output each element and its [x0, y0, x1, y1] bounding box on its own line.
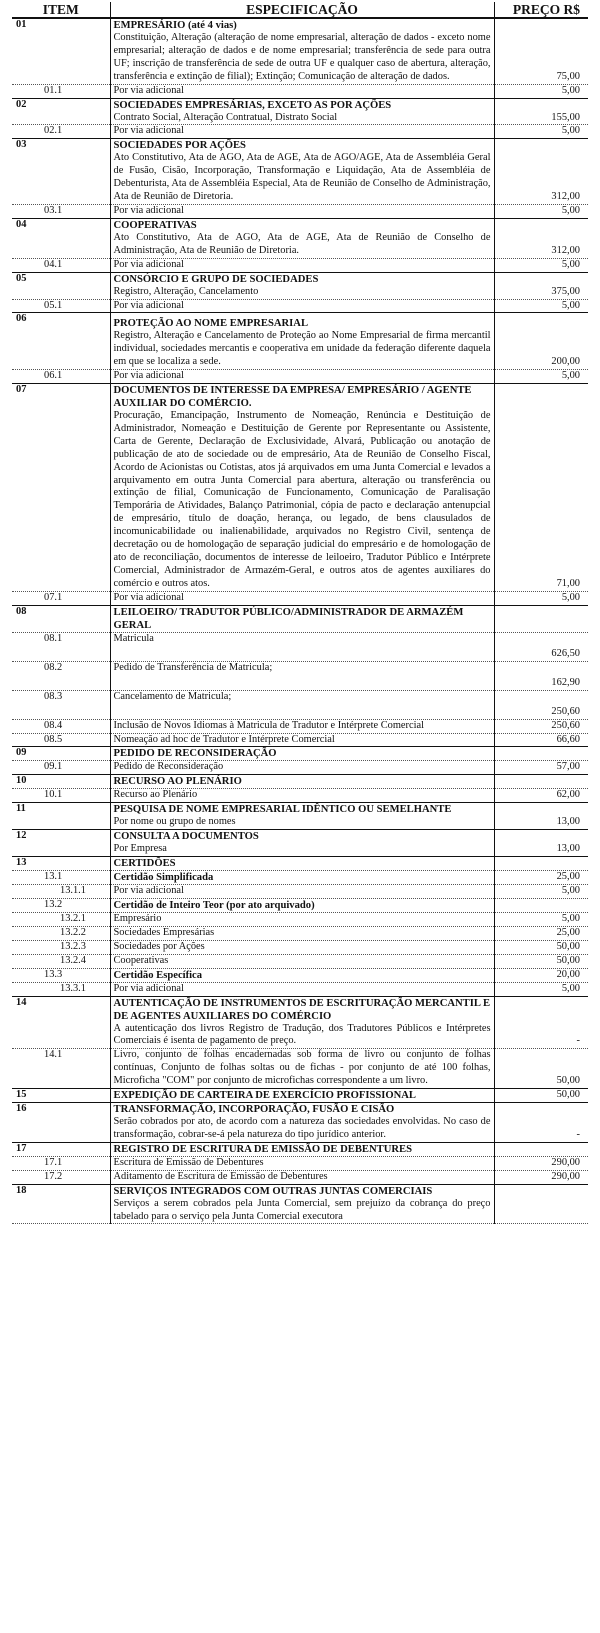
row-specification: [110, 632, 494, 661]
table-row: [12, 747, 588, 761]
row-specification: [110, 1156, 494, 1170]
row-specification: [110, 1049, 494, 1089]
row-item-number: 17.2: [12, 1170, 110, 1184]
row-description: Inclusão de Novos Idiomas à Matricula de Tradutor e Intérprete Comercial: [113, 719, 424, 731]
row-item-number: 13.2.2: [12, 926, 110, 940]
table-row: [12, 384, 588, 592]
row-item-number: 04: [12, 218, 110, 258]
row-description: Por via adicional: [113, 125, 184, 137]
row-specification: [110, 1089, 494, 1103]
row-title: PEDIDO DE RECONSIDERAÇÃO: [113, 748, 277, 760]
row-price: 5,00: [494, 370, 588, 384]
row-specification: [110, 926, 494, 940]
table-row: [12, 898, 588, 912]
row-specification: [110, 733, 494, 747]
row-price: 375,00: [494, 272, 588, 299]
row-specification: [110, 218, 494, 258]
row-description: Ato Constitutivo, Ata de AGO, Ata de AGE, Ata de Reunião de Conselho de Administração, Ata de Reunião de Diretoria.: [113, 231, 491, 256]
row-specification: [110, 84, 494, 98]
row-title: REGISTRO DE ESCRITURA DE EMISSÃO DE DEBENTURES: [113, 1143, 412, 1155]
row-item-number: 01.1: [12, 84, 110, 98]
row-specification: [110, 968, 494, 982]
row-price: 57,00: [494, 761, 588, 775]
row-description: Pedido de Reconsideração: [113, 761, 224, 773]
row-item-number: 01: [12, 18, 110, 84]
header-spec: ESPECIFICAÇÃO: [110, 2, 494, 18]
row-item-number: 06: [12, 313, 110, 370]
row-specification: [110, 125, 494, 139]
table-row: [12, 258, 588, 272]
row-specification: [110, 996, 494, 1049]
table-row: [12, 885, 588, 899]
row-price: 13,00: [494, 830, 588, 857]
table-row: [12, 370, 588, 384]
table-row: [12, 139, 588, 205]
table-row: [12, 1156, 588, 1170]
table-row: [12, 632, 588, 661]
row-item-number: 15: [12, 1089, 110, 1103]
table-row: [12, 733, 588, 747]
table-row: [12, 661, 588, 690]
header-item: ITEM: [12, 2, 110, 18]
row-specification: [110, 272, 494, 299]
row-specification: [110, 1184, 494, 1224]
row-price: 25,00: [494, 926, 588, 940]
row-price: [494, 1142, 588, 1156]
row-price: [494, 898, 588, 912]
row-price: 290,00: [494, 1156, 588, 1170]
row-title: PROTEÇÃO AO NOME EMPRESARIAL: [113, 318, 309, 330]
row-price: 626,50: [494, 632, 588, 661]
row-item-number: 02: [12, 98, 110, 125]
table-row: [12, 719, 588, 733]
row-specification: [110, 898, 494, 912]
row-description: Por via adicional: [113, 885, 184, 897]
row-item-number: 09: [12, 747, 110, 761]
row-price: 50,00: [494, 954, 588, 968]
row-item-number: 08.2: [12, 661, 110, 690]
row-item-number: 16: [12, 1103, 110, 1143]
row-price: -: [494, 1103, 588, 1143]
row-item-number: 03.1: [12, 204, 110, 218]
table-row: [12, 926, 588, 940]
row-item-number: 18: [12, 1184, 110, 1224]
row-price: 250,60: [494, 719, 588, 733]
row-title: COOPERATIVAS: [113, 219, 197, 231]
row-price: [494, 857, 588, 871]
row-description: Procuração, Emancipação, Instrumento de Nomeação, Renúncia e Destituição de Administrador, Nomeação e Destituição de Gerente por Representante ou Assistente, Carta de Gerente, Declaração de Exclusividade, Alvará, Publicação ou anotação de publicação de ato de sociedade ou de empresário, Ata de Reunião de Conselho Fiscal, Acordo de Acionistas ou Cotistas, atos já arquivados em uma Junta Comercial e levados a arquivamento em outra Junta Comercial para abertura, alteração ou transferência ou extinção de filial, Comunicação de Funcionamento, Comunicação de Paralisação Temporária de Atividades, Balanço Patrimonial, cópia de pacto e declaração antenupcial de empresário, título de doação, herança, ou legado, de bens clausulados de incomunicabilidade ou inalienabilidade, arquivados no Registro Civil, sentença de decretação ou de homologação de separação judicial do empresário e de homologação de ato de reconciliação, documentos de interesse de leiloeiro, Tradutor Público e Intérprete Comercial, Administrador de Armazém-Geral, e outros atos de agentes auxiliares do comércio e outros atos.: [113, 410, 491, 589]
row-item-number: 17.1: [12, 1156, 110, 1170]
row-title: SOCIEDADES POR AÇÕES: [113, 140, 246, 152]
row-specification: [110, 761, 494, 775]
row-specification: [110, 204, 494, 218]
row-specification: [110, 1142, 494, 1156]
row-price: 5,00: [494, 204, 588, 218]
table-row: [12, 954, 588, 968]
row-specification: [110, 789, 494, 803]
table-body: [12, 18, 588, 1224]
row-item-number: 12: [12, 830, 110, 857]
row-specification: [110, 719, 494, 733]
row-description: Ato Constitutivo, Ata de AGO, Ata de AGE, Ata de AGO/AGE, Ata de Assembléia Geral de Fusão, Cisão, Incorporação, Transformação e Liquidação, Ata de Assembléia de Debenturista, Ata de Assembléia Especial, Ata de Reunião de Conselho de Administração, Ata de Reunião de Diretoria.: [113, 152, 491, 203]
row-title: CONSÓRCIO E GRUPO DE SOCIEDADES: [113, 273, 319, 285]
row-price: 20,00: [494, 968, 588, 982]
row-price: 290,00: [494, 1170, 588, 1184]
row-description: Por via adicional: [113, 982, 184, 994]
row-description: Por via adicional: [113, 258, 184, 270]
row-specification: [110, 313, 494, 370]
row-specification: [110, 370, 494, 384]
table-row: [12, 1089, 588, 1103]
table-row: [12, 761, 588, 775]
row-specification: [110, 803, 494, 830]
table-row: [12, 1142, 588, 1156]
row-item-number: 06.1: [12, 370, 110, 384]
row-price: 5,00: [494, 299, 588, 313]
row-title: PESQUISA DE NOME EMPRESARIAL IDÊNTICO OU SEMELHANTE: [113, 804, 452, 816]
row-price: 71,00: [494, 384, 588, 592]
row-specification: [110, 258, 494, 272]
row-item-number: 14.1: [12, 1049, 110, 1089]
row-title: AUTENTICAÇÃO DE INSTRUMENTOS DE ESCRITURAÇÃO MERCANTIL E DE AGENTES AUXILIARES DO COMÉRCIO: [113, 997, 491, 1022]
row-item-number: 13.2.3: [12, 940, 110, 954]
row-price: 25,00: [494, 871, 588, 885]
row-title: EMPRESÁRIO (até 4 vias): [113, 20, 237, 31]
row-item-number: 10.1: [12, 789, 110, 803]
table-row: [12, 968, 588, 982]
row-description: Por via adicional: [113, 204, 184, 216]
row-item-number: 13: [12, 857, 110, 871]
row-item-number: 13.3.1: [12, 982, 110, 996]
table-row: [12, 871, 588, 885]
row-price: 5,00: [494, 591, 588, 605]
row-price: 50,00: [494, 1089, 588, 1103]
table-row: [12, 313, 588, 370]
table-row: [12, 218, 588, 258]
row-description: Serão cobrados por ato, de acordo com a natureza das sociedades envolvidas. No caso de transformação, cobrar-se-á pela natureza do tipo jurídico anterior.: [113, 1116, 491, 1140]
table-row: [12, 605, 588, 632]
row-description: Pedido de Transferência de Matricula;: [113, 661, 273, 673]
row-price: 5,00: [494, 84, 588, 98]
row-price: 50,00: [494, 1049, 588, 1089]
row-description: Livro, conjunto de folhas encadernadas sob forma de livro ou conjunto de folhas contínuas, Conjunto de folhas soltas ou de fichas - por conjunto de até 100 folhas, Microficha "COM" por conjunto de microfichas correspondente a um livro.: [113, 1049, 491, 1087]
table-row: [12, 775, 588, 789]
row-specification: [110, 591, 494, 605]
row-description: Registro, Alteração e Cancelamento de Proteção ao Nome Empresarial de firma mercantil individual, sociedades mercantis e cooperativa em unidade da federação diferente daquela em que se localiza a sede.: [113, 330, 491, 368]
row-item-number: 17: [12, 1142, 110, 1156]
row-item-number: 04.1: [12, 258, 110, 272]
table-row: [12, 18, 588, 84]
row-price: 13,00: [494, 803, 588, 830]
row-item-number: 13.2.4: [12, 954, 110, 968]
row-description: Cooperativas: [113, 954, 169, 966]
row-specification: [110, 940, 494, 954]
table-row: [12, 1170, 588, 1184]
row-description: Nomeação ad hoc de Tradutor e Intérprete Comercial: [113, 733, 335, 745]
row-title: Certidão Simplificada: [113, 872, 214, 884]
row-item-number: 03: [12, 139, 110, 205]
row-item-number: 10: [12, 775, 110, 789]
row-description: Constituição, Alteração (alteração de nome empresarial, alteração de dados - exceto nome empresarial; alteração de dados e de nome empresarial; transferência de sede para outra UF; inscrição de transferência de sede de outra UF e qualquer caso de abertura, alteração, transferência e extinção de filial); Extinção; Comunicação de alteração de dados.: [113, 32, 491, 82]
row-specification: [110, 775, 494, 789]
row-item-number: 05.1: [12, 299, 110, 313]
row-item-number: 11: [12, 803, 110, 830]
row-item-number: 07.1: [12, 591, 110, 605]
row-price: 312,00: [494, 139, 588, 205]
row-price: 5,00: [494, 258, 588, 272]
row-price: -: [494, 996, 588, 1049]
row-specification: [110, 18, 494, 84]
row-price: 5,00: [494, 912, 588, 926]
row-description: Sociedades por Ações: [113, 940, 205, 952]
row-price: 155,00: [494, 98, 588, 125]
row-description: Por nome ou grupo de nomes: [113, 816, 236, 828]
table-row: [12, 272, 588, 299]
row-title: Certidão de Inteiro Teor (por ato arquivado): [113, 899, 315, 911]
row-specification: [110, 982, 494, 996]
row-description: Contrato Social, Alteração Contratual, Distrato Social: [113, 111, 338, 123]
table-row: [12, 912, 588, 926]
row-title: CONSULTA A DOCUMENTOS: [113, 831, 259, 843]
row-title: LEILOEIRO/ TRADUTOR PÚBLICO/ADMINISTRADOR DE ARMAZÉM GERAL: [113, 606, 464, 631]
table-row: [12, 125, 588, 139]
row-specification: [110, 98, 494, 125]
table-row: [12, 84, 588, 98]
row-price: 250,60: [494, 690, 588, 719]
row-item-number: 05: [12, 272, 110, 299]
row-item-number: 13.2: [12, 898, 110, 912]
table-row: [12, 996, 588, 1049]
row-description: Por via adicional: [113, 84, 184, 96]
row-item-number: 02.1: [12, 125, 110, 139]
row-price: 66,60: [494, 733, 588, 747]
row-specification: [110, 384, 494, 592]
row-description: Serviços a serem cobrados pela Junta Comercial, sem prejuízo da cobrança do preço tabelado para o serviço pela Junta Comercial executora: [113, 1197, 491, 1222]
table-row: [12, 299, 588, 313]
row-specification: [110, 139, 494, 205]
table-row: [12, 591, 588, 605]
row-description: Por via adicional: [113, 299, 184, 311]
row-title: TRANSFORMAÇÃO, INCORPORAÇÃO, FUSÃO E CISÃO: [113, 1104, 395, 1116]
table-row: [12, 1103, 588, 1143]
row-price: [494, 747, 588, 761]
table-row: [12, 830, 588, 857]
row-description: Sociedades Empresárias: [113, 926, 215, 938]
row-price: 162,90: [494, 661, 588, 690]
table-row: [12, 789, 588, 803]
row-title: SOCIEDADES EMPRESÁRIAS, EXCETO AS POR AÇÕES: [113, 99, 392, 111]
row-item-number: 13.1: [12, 871, 110, 885]
row-description: Por Empresa: [113, 843, 167, 855]
row-title: RECURSO AO PLENÁRIO: [113, 776, 242, 788]
row-price: 62,00: [494, 789, 588, 803]
row-item-number: 09.1: [12, 761, 110, 775]
table-header-row: [12, 2, 588, 18]
header-price: PREÇO R$: [494, 2, 588, 18]
table-row: [12, 204, 588, 218]
table-row: [12, 690, 588, 719]
row-title: CERTIDÕES: [113, 858, 176, 870]
table-row: [12, 940, 588, 954]
row-specification: [110, 690, 494, 719]
row-description: Recurso ao Plenário: [113, 789, 198, 801]
row-item-number: 07: [12, 384, 110, 592]
row-item-number: 08.3: [12, 690, 110, 719]
row-specification: [110, 661, 494, 690]
row-title: Certidão Específica: [113, 969, 203, 981]
row-specification: [110, 747, 494, 761]
row-price: 312,00: [494, 218, 588, 258]
row-description: Cancelamento de Matricula;: [113, 690, 232, 702]
row-price: 5,00: [494, 125, 588, 139]
row-specification: [110, 954, 494, 968]
row-item-number: 08.5: [12, 733, 110, 747]
row-description: A autenticação dos livros Registro de Tradução, dos Tradutores Públicos e Intérpretes Comerciais é isenta de pagamento de preço.: [113, 1022, 491, 1047]
row-specification: [110, 871, 494, 885]
row-price: 50,00: [494, 940, 588, 954]
table-row: [12, 1184, 588, 1224]
row-specification: [110, 1170, 494, 1184]
row-specification: [110, 857, 494, 871]
row-item-number: 08.4: [12, 719, 110, 733]
row-item-number: 08.1: [12, 632, 110, 661]
row-title: EXPEDIÇÃO DE CARTEIRA DE EXERCÍCIO PROFISSIONAL: [113, 1090, 416, 1102]
row-description: Empresário: [113, 912, 162, 924]
row-specification: [110, 912, 494, 926]
row-specification: [110, 299, 494, 313]
row-price: [494, 1184, 588, 1224]
row-description: Registro, Alteração, Cancelamento: [113, 285, 259, 297]
row-description: Por via adicional: [113, 370, 184, 382]
table-row: [12, 1049, 588, 1089]
row-price: [494, 605, 588, 632]
row-price: 5,00: [494, 982, 588, 996]
row-item-number: 13.2.1: [12, 912, 110, 926]
row-item-number: 14: [12, 996, 110, 1049]
price-table: [12, 2, 588, 1224]
row-title: SERVIÇOS INTEGRADOS COM OUTRAS JUNTAS COMERCIAIS: [113, 1185, 433, 1197]
row-item-number: 08: [12, 605, 110, 632]
row-price: [494, 775, 588, 789]
row-description: Escritura de Emissão de Debentures: [113, 1156, 264, 1168]
row-title: DOCUMENTOS DE INTERESSE DA EMPRESA/ EMPRESÁRIO / AGENTE AUXILIAR DO COMÉRCIO.: [113, 385, 472, 410]
row-price: 75,00: [494, 18, 588, 84]
table-row: [12, 98, 588, 125]
row-price: 5,00: [494, 885, 588, 899]
row-specification: [110, 885, 494, 899]
row-specification: [110, 1103, 494, 1143]
row-specification: [110, 605, 494, 632]
row-description: Por via adicional: [113, 591, 184, 603]
row-item-number: 13.1.1: [12, 885, 110, 899]
table-row: [12, 803, 588, 830]
row-specification: [110, 830, 494, 857]
row-price: 200,00: [494, 313, 588, 370]
row-description: Aditamento de Escritura de Emissão de Debentures: [113, 1170, 328, 1182]
table-row: [12, 982, 588, 996]
table-row: [12, 857, 588, 871]
row-item-number: 13.3: [12, 968, 110, 982]
row-description: Matricula: [113, 632, 154, 644]
